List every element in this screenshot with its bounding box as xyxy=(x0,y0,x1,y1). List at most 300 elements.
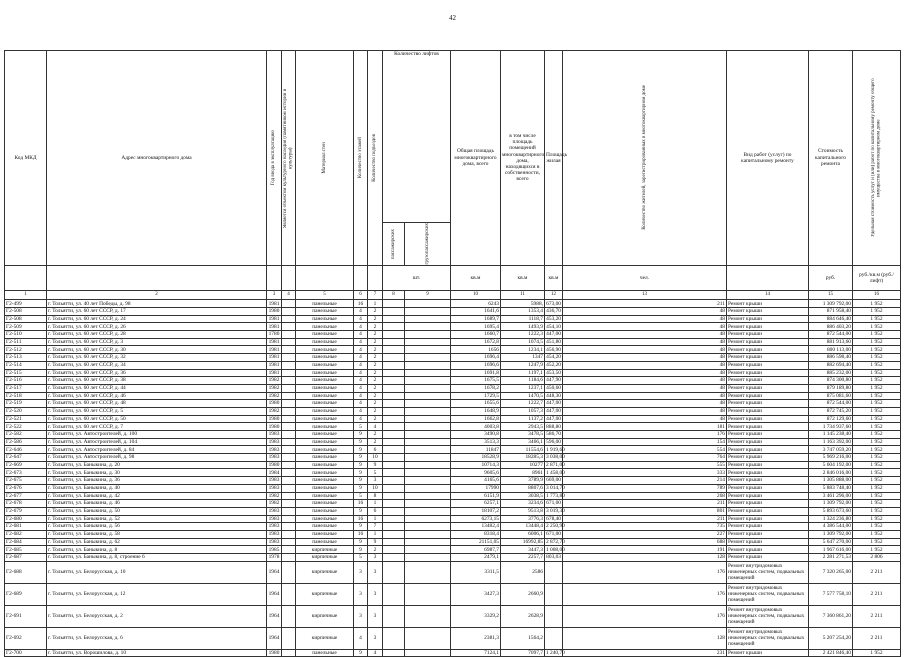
cell-work: Ремонт крыши xyxy=(727,484,809,492)
cell-entrances: 3 xyxy=(368,561,383,583)
cell-year: 1982 xyxy=(267,492,282,500)
cell-total-area: 4165,6 xyxy=(451,477,501,485)
cell-cargo xyxy=(405,308,451,316)
cell-work: Ремонт крыши xyxy=(727,546,809,554)
cell-code: Г2-682 xyxy=(5,530,47,538)
cell-total-area: 2381,3 xyxy=(451,627,501,649)
cell-code: Г2-511 xyxy=(5,338,47,346)
cell-code: Г2-669 xyxy=(5,461,47,469)
cell-code: Г2-515 xyxy=(5,369,47,377)
cell-total-area: 1689,7 xyxy=(451,315,501,323)
cell-owned-area: 10277 xyxy=(501,461,545,469)
cell-unit-cost: 1 952 xyxy=(853,431,901,439)
cell-residential-area: 1 240,70 xyxy=(546,649,565,656)
cell-cost: 5 883 748,40 xyxy=(809,484,853,492)
cell-entrances: 2 xyxy=(368,546,383,554)
cell-cost: 872 129,60 xyxy=(809,415,853,423)
cell-year: 1984 xyxy=(267,469,282,477)
cell-code: Г2-685 xyxy=(5,546,47,554)
cell-lifts xyxy=(383,561,405,583)
cell-floors: 9 xyxy=(354,454,368,462)
cell-cargo xyxy=(405,507,451,515)
cell-lifts xyxy=(383,627,405,649)
cell-material: панельные xyxy=(296,315,354,323)
cell-unit-cost: 1 952 xyxy=(853,530,901,538)
cell-year: 1983 xyxy=(267,507,282,515)
cell-floors: 9 xyxy=(354,538,368,546)
cell-code: Г2-678 xyxy=(5,500,47,508)
cell-floors: 9 xyxy=(354,438,368,446)
cell-floors: 16 xyxy=(354,300,368,308)
cell-residential-area: 669,00 xyxy=(546,477,561,484)
cell-owned-area: 16992,85 xyxy=(501,538,545,546)
cell-owned-area: 1137,2 xyxy=(501,415,545,423)
cell-residents: 176 xyxy=(563,561,727,583)
column-number: 16 xyxy=(853,291,901,300)
cell-residential-area: 450,60 xyxy=(546,385,561,392)
cell-floors: 4 xyxy=(354,627,368,649)
cell-address: г. Тольятти, ул. Баныкина, д. 42 xyxy=(47,492,267,500)
cell-cargo xyxy=(405,423,451,431)
cell-heritage xyxy=(282,338,296,346)
cell-lifts xyxy=(383,477,405,485)
cell-address: г. Тольятти, ул. 60 лет СССР, д. 7 xyxy=(47,423,267,431)
cell-entrances: 4 xyxy=(368,423,383,431)
cell-residents: 48 xyxy=(563,361,727,369)
cell-cargo xyxy=(405,530,451,538)
cell-material: панельные xyxy=(296,392,354,400)
cell-unit-cost: 1 952 xyxy=(853,507,901,515)
cell-residents: 181 xyxy=(563,423,727,431)
cell-unit-cost: 1 952 xyxy=(853,384,901,392)
cell-residential-area xyxy=(545,605,563,627)
cell-address: г. Тольятти, ул. Баныкина, д. 36 xyxy=(47,477,267,485)
cell-code: Г2-586 xyxy=(5,438,47,446)
cell-lifts xyxy=(383,331,405,339)
cell-lifts xyxy=(383,454,405,462)
cell-cost: 872 745,20 xyxy=(809,407,853,415)
cell-cargo xyxy=(405,492,451,500)
cell-heritage xyxy=(282,446,296,454)
cell-work: Ремонт крыши xyxy=(727,346,809,354)
cell-residential-area: 448,30 xyxy=(546,392,561,399)
unit-owned-area: кв.м xyxy=(501,265,545,291)
cell-address: г. Тольятти, ул. Автостроителей, д. 84 xyxy=(47,446,267,454)
cell-year: 1980 xyxy=(267,461,282,469)
cell-code: Г2-688 xyxy=(5,561,47,583)
table-row xyxy=(5,308,901,316)
column-number: 5 xyxy=(296,291,354,300)
cell-year: 1983 xyxy=(267,538,282,546)
cell-material: панельные xyxy=(296,492,354,500)
cell-material: панельные xyxy=(296,400,354,408)
cell-material: панельные xyxy=(296,384,354,392)
cell-residential-area: 803,03 xyxy=(546,554,561,561)
cell-cargo xyxy=(405,484,451,492)
cell-cost: 872 544,00 xyxy=(809,400,853,408)
cell-entrances: 2 xyxy=(368,338,383,346)
cell-total-area: 13482,4 xyxy=(451,523,501,531)
cell-address: г. Тольятти, ул. 60 лет СССР, д. 17 xyxy=(47,308,267,316)
cell-address: г. Тольятти, ул. Баныкина, д. 50 xyxy=(47,507,267,515)
cell-material: панельные xyxy=(296,407,354,415)
cell-address: г. Тольятти, ул. Белорусская, д. 10 xyxy=(47,561,267,583)
table-row xyxy=(5,523,901,531)
cell-material: панельные xyxy=(296,469,354,477)
cell-lifts xyxy=(383,369,405,377)
cell-floors: 9 xyxy=(354,431,368,439)
cell-total-area: 1675,5 xyxy=(451,377,501,385)
cell-entrances: 2 xyxy=(368,354,383,362)
cell-cost: 5 207 254,20 xyxy=(809,627,853,649)
cell-residents: 176 xyxy=(563,583,727,605)
cell-residents: 554 xyxy=(563,446,727,454)
cell-year: 1981 xyxy=(267,323,282,331)
cell-cost: 4 386 544,00 xyxy=(809,523,853,531)
hdr-entrances: Количество подъездов xyxy=(368,51,383,266)
cell-code: Г2-522 xyxy=(5,423,47,431)
cell-code: Г2-518 xyxy=(5,392,47,400)
cell-work: Ремонт крыши xyxy=(727,331,809,339)
cell-material: панельные xyxy=(296,338,354,346)
column-numbers-row xyxy=(5,291,901,300)
cell-cost: 3 461 296,00 xyxy=(809,492,853,500)
unit-residents: чел. xyxy=(563,265,727,291)
cell-entrances: 2 xyxy=(368,407,383,415)
hdr-residents: Количество жителей, зарегистрированных в многоквартирном доме xyxy=(563,51,727,266)
cell-heritage xyxy=(282,583,296,605)
cell-entrances: 2 xyxy=(368,438,383,446)
cell-lifts xyxy=(383,377,405,385)
cell-lifts xyxy=(383,530,405,538)
cell-cargo xyxy=(405,446,451,454)
cell-unit-cost: 1 952 xyxy=(853,523,901,531)
cell-code: Г2-508 xyxy=(5,315,47,323)
cell-code: Г2-512 xyxy=(5,346,47,354)
cell-owned-area: 2628,9 xyxy=(501,605,545,627)
table-row xyxy=(5,477,901,485)
cell-year: 1964 xyxy=(267,561,282,583)
cell-unit-cost: 1 952 xyxy=(853,446,901,454)
cell-code: Г2-520 xyxy=(5,407,47,415)
cell-residential-area: 1 773,80 xyxy=(546,492,565,499)
cell-cost: 800 113,00 xyxy=(809,346,853,354)
cell-cargo xyxy=(405,431,451,439)
cell-total-area: 3513,3 xyxy=(451,438,501,446)
cell-lifts xyxy=(383,346,405,354)
cell-heritage xyxy=(282,554,296,562)
cell-cost: 1 145 238,40 xyxy=(809,431,853,439)
cell-residential-area: 447,00 xyxy=(546,331,561,338)
cell-cargo xyxy=(405,605,451,627)
cell-address: г. Тольятти, ул. 60 лет СССР, д. 5 xyxy=(47,407,267,415)
cell-heritage xyxy=(282,605,296,627)
cell-owned-area: 3038,5 xyxy=(501,492,545,500)
cell-floors: 4 xyxy=(354,361,368,369)
cell-material: панельные xyxy=(296,377,354,385)
cell-year: 1983 xyxy=(267,446,282,454)
cell-code: Г2-513 xyxy=(5,354,47,362)
cell-lifts xyxy=(383,407,405,415)
cell-cargo xyxy=(405,469,451,477)
cell-code: Г2-681 xyxy=(5,523,47,531)
cell-material: кирпичные xyxy=(296,554,354,562)
cell-residents: 48 xyxy=(563,338,727,346)
cell-floors: 4 xyxy=(354,415,368,423)
cell-unit-cost: 1 952 xyxy=(853,407,901,415)
cell-cargo xyxy=(405,515,451,523)
cell-floors: 4 xyxy=(354,346,368,354)
hdr-owned-area: в том числе площадь помещений многоквартирного дома, находящихся в собственности, всего xyxy=(501,51,545,266)
cell-material: панельные xyxy=(296,500,354,508)
cell-owned-area: 1057,3 xyxy=(501,407,545,415)
unit-total-area: кв.м xyxy=(451,265,501,291)
cell-total-area: 6987,7 xyxy=(451,546,501,554)
cell-unit-cost: 1 952 xyxy=(853,477,901,485)
cell-year: 1982 xyxy=(267,407,282,415)
cell-year: 1982 xyxy=(267,377,282,385)
cell-residential-area: 673,00 xyxy=(546,300,561,307)
cell-code: Г2-499 xyxy=(5,300,47,308)
cell-work: Ремонт крыши xyxy=(727,354,809,362)
cell-owned-area: 2660,9 xyxy=(501,583,545,605)
table-row xyxy=(5,627,901,649)
cell-residential-area: 454,10 xyxy=(546,323,561,330)
cell-residential-area: 451,80 xyxy=(546,338,561,345)
cell-material: кирпичные xyxy=(296,546,354,554)
hdr-heritage: Является объектом культурного наследия (памятником истории и культуры) xyxy=(282,51,296,266)
cell-cost: 871 958,40 xyxy=(809,308,853,316)
cell-code: Г2-689 xyxy=(5,583,47,605)
cell-year: 1983 xyxy=(267,530,282,538)
cell-entrances: 2 xyxy=(368,384,383,392)
cell-floors: 16 xyxy=(354,530,368,538)
cell-total-area: 1648,9 xyxy=(451,407,501,415)
hdr-unit-cost: Удельная стоимость услуг и (или) работ по капитальному ремонту общего имущества в многоквартирном доме xyxy=(853,51,901,266)
cell-cost: 872 544,00 xyxy=(809,331,853,339)
cell-lifts xyxy=(383,492,405,500)
cell-entrances: 9 xyxy=(368,461,383,469)
cell-cost: 885 232,00 xyxy=(809,369,853,377)
cell-cost: 1 305 888,00 xyxy=(809,477,853,485)
cell-lifts xyxy=(383,431,405,439)
cell-residential-area: 888,80 xyxy=(546,423,561,430)
cell-floors: 4 xyxy=(354,331,368,339)
cell-total-area: 6257,1 xyxy=(451,500,501,508)
cell-unit-cost: 1 952 xyxy=(853,346,901,354)
cell-total-area: 10714,3 xyxy=(451,461,501,469)
cell-year: 1981 xyxy=(267,369,282,377)
cell-work: Ремонт внутридомовых инженерных систем, подвальных помещений xyxy=(727,583,809,605)
cell-entrances: 3 xyxy=(368,554,383,562)
cell-lifts xyxy=(383,523,405,531)
cell-cost: 2 421 846,40 xyxy=(809,649,853,657)
cell-unit-cost: 1 952 xyxy=(853,461,901,469)
table-row xyxy=(5,484,901,492)
table-row xyxy=(5,400,901,408)
cell-residential-area: 447,00 xyxy=(546,415,561,422)
cell-lifts xyxy=(383,500,405,508)
table-row xyxy=(5,331,901,339)
cell-residential-area: 2 250,90 xyxy=(546,523,565,530)
cell-floors: 9 xyxy=(354,469,368,477)
cell-material: панельные xyxy=(296,649,354,657)
cell-owned-area: 2586 xyxy=(501,561,545,583)
cell-unit-cost: 1 952 xyxy=(853,323,901,331)
cell-residential-area: 3 019,30 xyxy=(546,508,565,515)
cell-lifts xyxy=(383,384,405,392)
cell-unit-cost: 2 806 xyxy=(853,554,901,562)
cell-address: г. Тольятти, ул. Автостроителей, д. 100 xyxy=(47,431,267,439)
cell-work: Ремонт внутридомовых инженерных систем, подвальных помещений xyxy=(727,627,809,649)
cell-residential-area: 586,70 xyxy=(546,431,561,438)
column-number: 9 xyxy=(405,291,451,300)
cell-owned-area: 3776,3 xyxy=(501,515,545,523)
cell-material: панельные xyxy=(296,477,354,485)
cell-total-area: 4003,8 xyxy=(451,423,501,431)
cell-heritage xyxy=(282,300,296,308)
cell-owned-area: 18285,3 xyxy=(501,454,545,462)
cell-address: г. Тольятти, ул. 60 лет СССР, д. 36 xyxy=(47,369,267,377)
cell-work: Ремонт внутридомовых инженерных систем, подвальных помещений xyxy=(727,605,809,627)
cell-material: панельные xyxy=(296,369,354,377)
cell-residential-area: 456,90 xyxy=(546,346,561,353)
cell-unit-cost: 1 952 xyxy=(853,315,901,323)
cell-cost: 1 309 792,00 xyxy=(809,500,853,508)
hdr-cost: Стоимость капитального ремонта xyxy=(809,51,853,266)
cell-residents: 211 xyxy=(563,515,727,523)
cell-cargo xyxy=(405,546,451,554)
cell-address: г. Тольятти, ул. Баныкина, д. 62 xyxy=(47,538,267,546)
cell-material: панельные xyxy=(296,415,354,423)
cell-heritage xyxy=(282,354,296,362)
table-row xyxy=(5,338,901,346)
table-row xyxy=(5,454,901,462)
cell-residents: 128 xyxy=(563,554,727,562)
cell-work: Ремонт крыши xyxy=(727,323,809,331)
cell-material: панельные xyxy=(296,515,354,523)
cell-lifts xyxy=(383,515,405,523)
cell-cargo xyxy=(405,454,451,462)
cell-address: г. Тольятти, ул. Ворошилова, д. 10 xyxy=(47,649,267,657)
hdr-address: Адрес многоквартирного дома xyxy=(47,51,267,266)
cell-cost: 1 163 392,00 xyxy=(809,438,853,446)
cell-total-area: 3311,5 xyxy=(451,561,501,583)
cell-address: г. Тольятти, ул. 60 лет СССР, д. 34 xyxy=(47,361,267,369)
table-row xyxy=(5,423,901,431)
cell-cargo xyxy=(405,477,451,485)
cell-entrances: 2 xyxy=(368,400,383,408)
cell-residents: 214 xyxy=(563,477,727,485)
cell-floors: 4 xyxy=(354,377,368,385)
cell-residents: 48 xyxy=(563,331,727,339)
cell-entrances: 2 xyxy=(368,315,383,323)
cell-heritage xyxy=(282,649,296,657)
cell-residents: 48 xyxy=(563,415,727,423)
cell-total-area: 1641,6 xyxy=(451,308,501,316)
cell-total-area: 9605,6 xyxy=(451,469,501,477)
cell-unit-cost: 1 952 xyxy=(853,423,901,431)
table-row xyxy=(5,546,901,554)
table-row xyxy=(5,446,901,454)
cell-unit-cost: 1 952 xyxy=(853,649,901,657)
cell-residential-area xyxy=(545,561,563,583)
cell-entrances: 3 xyxy=(368,583,383,605)
cell-floors: 4 xyxy=(354,400,368,408)
cell-residents: 211 xyxy=(563,500,727,508)
cell-work: Ремонт крыши xyxy=(727,300,809,308)
column-number: 13 xyxy=(563,291,727,300)
table-row xyxy=(5,530,901,538)
cell-heritage xyxy=(282,369,296,377)
cell-cost: 2 846 016,00 xyxy=(809,469,853,477)
cell-residential-area: 671,00 xyxy=(546,500,561,507)
cell-entrances: 3 xyxy=(368,627,383,649)
cell-total-area: 1655,6 xyxy=(451,400,501,408)
cell-address: г. Тольятти, ул. Баныкина, д. 40 xyxy=(47,484,267,492)
cell-residents: 48 xyxy=(563,392,727,400)
hdr-lifts-cargo: грузопассажирских xyxy=(405,223,451,266)
table-row xyxy=(5,438,901,446)
cell-address: г. Тольятти, ул. Баныкина, д. 20 xyxy=(47,461,267,469)
cell-floors: 4 xyxy=(354,369,368,377)
cell-address: г. Тольятти, ул. Автостроителей, д. 104 xyxy=(47,438,267,446)
cell-cargo xyxy=(405,627,451,649)
table-row xyxy=(5,377,901,385)
cell-address: г. Тольятти, ул. 40 лет Победы, д. 98 xyxy=(47,300,267,308)
cell-floors: 9 xyxy=(354,507,368,515)
cell-owned-area: 2257,7 xyxy=(501,554,545,562)
cell-owned-area: 1247,9 xyxy=(501,361,545,369)
cell-lifts xyxy=(383,300,405,308)
cell-entrances: 6 xyxy=(368,446,383,454)
cell-residential-area: 2 871,00 xyxy=(546,461,565,468)
column-number: 1 xyxy=(5,291,47,300)
cell-cargo xyxy=(405,377,451,385)
cell-residential-area: 678,40 xyxy=(546,515,561,522)
cell-year: 1983 xyxy=(267,515,282,523)
cell-entrances: 3 xyxy=(368,477,383,485)
cell-entrances: 4 xyxy=(368,649,383,657)
cell-heritage xyxy=(282,469,296,477)
cell-entrances: 2 xyxy=(368,377,383,385)
cell-work: Ремонт крыши xyxy=(727,461,809,469)
cell-heritage xyxy=(282,530,296,538)
cell-lifts xyxy=(383,583,405,605)
cell-year: 1980 xyxy=(267,308,282,316)
cell-lifts xyxy=(383,438,405,446)
cell-material: панельные xyxy=(296,446,354,454)
cell-floors: 4 xyxy=(354,315,368,323)
cell-unit-cost: 2 211 xyxy=(853,583,901,605)
cell-total-area: 6243 xyxy=(451,300,501,308)
cell-address: г. Тольятти, ул. Баныкина, д. 8 xyxy=(47,546,267,554)
cell-material: панельные xyxy=(296,530,354,538)
cell-lifts xyxy=(383,392,405,400)
cell-residential-area: 596,00 xyxy=(546,438,561,445)
cell-heritage xyxy=(282,454,296,462)
cell-cost: 5 969 216,00 xyxy=(809,454,853,462)
cell-code: Г2-514 xyxy=(5,361,47,369)
cell-owned-area: 7097,7 xyxy=(501,649,545,657)
page-number: 42 xyxy=(449,14,456,22)
cell-residential-area: 447,00 xyxy=(546,408,561,415)
cell-cargo xyxy=(405,315,451,323)
cell-work: Ремонт крыши xyxy=(727,538,809,546)
cell-heritage xyxy=(282,392,296,400)
table-row xyxy=(5,492,901,500)
cell-entrances: 2 xyxy=(368,415,383,423)
